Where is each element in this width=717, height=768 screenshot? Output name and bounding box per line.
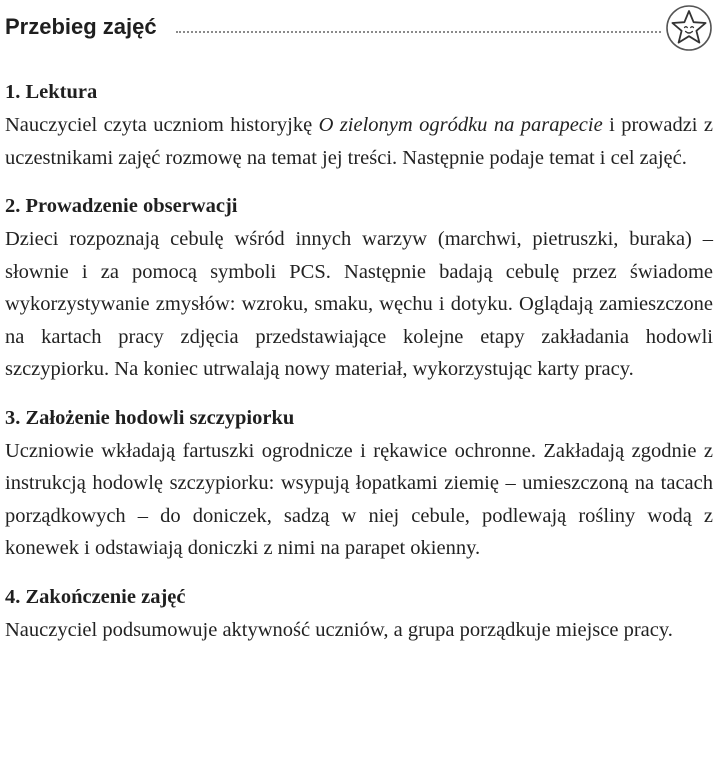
- dotted-leader-line: [176, 31, 661, 33]
- section-lektura: [5, 76, 713, 174]
- section-text: Nauczyciel podsumowuje aktywność uczniów, a grupa porządkuje miejsce pracy.: [5, 618, 673, 641]
- section-text: [5, 109, 713, 174]
- section-heading: 2. Prowadzenie obserwacji: [5, 195, 238, 217]
- star-face-icon: [665, 4, 713, 52]
- section-zakonczenie-zajec: [5, 581, 713, 647]
- page-title: Przebieg zajęć: [5, 14, 157, 39]
- book-title: O zielonym ogródku na parapecie: [318, 114, 603, 136]
- section-heading: 3. Założenie hodowli szczypiorku: [5, 406, 295, 429]
- content-body: [5, 76, 713, 662]
- section-zalozenie-hodowli: [5, 402, 713, 565]
- text-span: Nauczyciel czyta uczniom historyjkę: [5, 114, 319, 136]
- text-span: i prowadzi z uczestnikami zajęć rozmowę na temat jej treści. Następnie podaje temat i cel zajęć.: [5, 114, 713, 169]
- section-text: Dzieci rozpoznają cebulę wśród innych warzyw (marchwi, pietruszki, buraka) – słownie i za pomocą symboli PCS. Następnie badają cebulę przez świadome wykorzystywanie zmysłów: wzroku, smaku, węchu i dotyku. Oglądają zamieszczone na kartach pracy zdjęcia przedstawiające kolejne etapy zakładania hodowli szczypiorku. Na koniec utrwalają nowy materiał, wykorzystując karty pracy.: [5, 228, 713, 380]
- section-text: Uczniowie wkładają fartuszki ogrodnicze i rękawice ochronne. Zakładają zgodnie z instrukcją hodowlę szczypiorku: wsypują łopatkami ziemię – umieszczoną na tacach porządkowych – do doniczek, sadzą w niej cebule, podlewają rośliny wodą z konewek i odstawiają doniczki z nimi na parapet okienny.: [5, 439, 713, 559]
- section-heading: 1. Lektura: [5, 81, 98, 103]
- section-heading: 4. Zakończenie zajęć: [5, 585, 186, 608]
- section-header: [0, 0, 717, 62]
- section-prowadzenie-obserwacji: [5, 190, 713, 386]
